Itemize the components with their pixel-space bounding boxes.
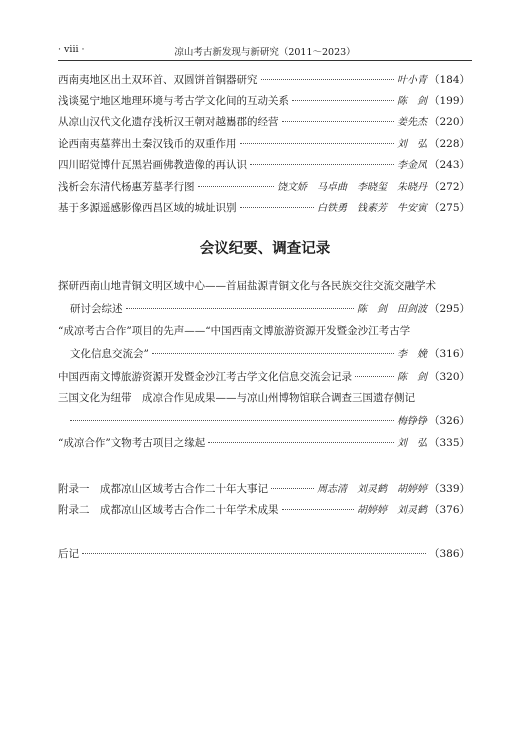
running-header (58, 40, 472, 61)
toc-entry[interactable]: 浅谈冕宁地区地理环境与考古学文化间的互动关系 陈 剑 （199） (58, 95, 470, 107)
toc-entry[interactable]: 四川昭觉博什瓦黑岩画佛教造像的再认识 李金凤 （243） (58, 159, 470, 171)
toc-entry[interactable]: 中国西南文博旅游资源开发暨金沙江考古学文化信息交流会记录 陈 剑 （320） (58, 371, 470, 383)
section-heading: 会议纪要、调查记录 (199, 241, 331, 257)
toc-entry[interactable]: 附录二 成都凉山区域考古合作二十年学术成果 胡婷婷 刘灵鹤 （376） (58, 504, 470, 516)
toc-entry[interactable]: 后记 （386） (58, 548, 470, 560)
toc-entry-line1[interactable]: “成凉考古合作”项目的先声——“中国西南文博旅游资源开发暨金沙江考古学 (58, 325, 411, 337)
book-title: 凉山考古新发现与新研究（2011～2023） (174, 47, 356, 58)
toc-entry[interactable]: 附录一 成都凉山区域考古合作二十年大事记 周志清 刘灵鹤 胡婷婷 （339） (58, 483, 470, 495)
toc-entry-line2[interactable]: 梅铮铮 （326） (70, 412, 470, 432)
toc-entry[interactable]: “成凉合作”文物考古项目之缘起 刘 弘 （335） (58, 437, 470, 449)
toc-entry[interactable]: 浅析会东清代杨惠芳墓孝行图 饶文娇 马卓曲 李晓玺 朱晓丹 （272） (58, 181, 470, 193)
toc-entry[interactable]: 论西南夷墓葬出土秦汉钱币的双重作用 刘 弘 （228） (58, 138, 470, 150)
toc-entry[interactable]: 西南夷地区出土双环首、双圆饼首铜器研究 叶小青 （184） (58, 74, 470, 86)
toc-entry-line1[interactable]: 三国文化为纽带 成凉合作见成果——与凉山州博物馆联合调查三国遗存侧记 (58, 392, 415, 404)
toc-entry[interactable]: 基于多源遥感影像西昌区域的城址识别 白铁勇 钱素芳 牛安寅 （275） (58, 202, 470, 214)
toc-entry[interactable]: 从凉山汉代文化遗存浅析汉王朝对越巂郡的经营 姜先杰 （220） (58, 116, 470, 128)
page-number: · viii · (58, 44, 85, 55)
toc-entry-line2[interactable]: 文化信息交流会” 李 娩 （316） (70, 348, 470, 360)
toc-entry-line2[interactable]: 研讨会综述 陈 剑 田剑波 （295） (70, 303, 470, 315)
toc-entry-line1[interactable]: 探研西南山地青铜文明区域中心——首届盐源青铜文化与各民族交往交流交融学术 (58, 280, 436, 292)
